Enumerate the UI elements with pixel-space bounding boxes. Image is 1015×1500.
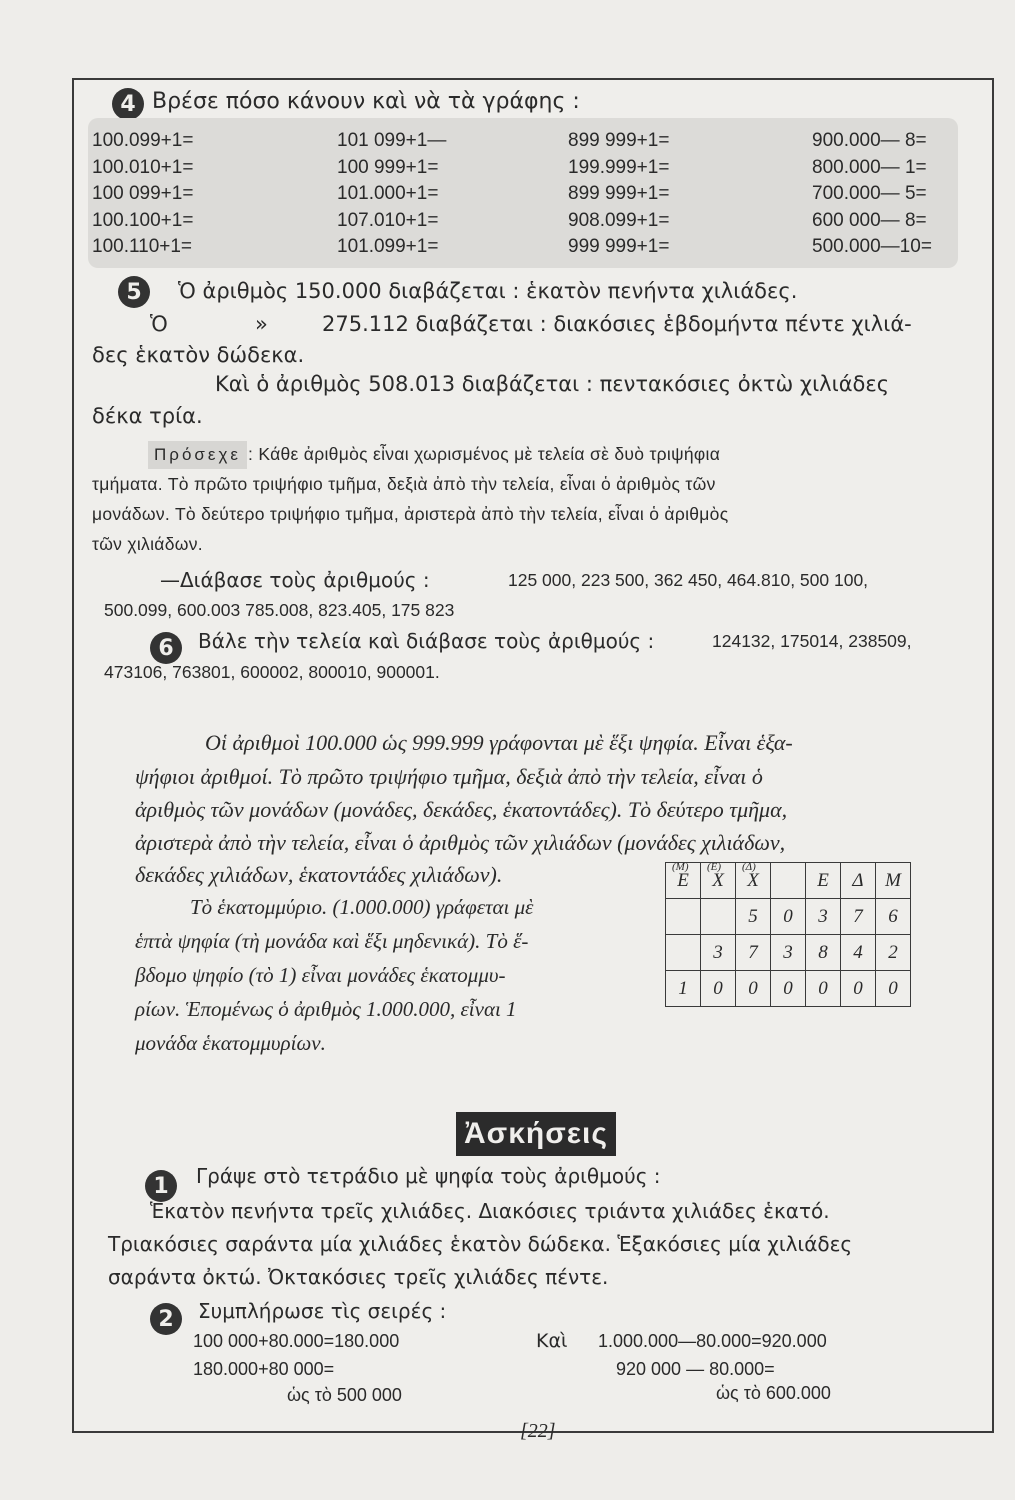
exercise-1-line-4: σαράντα ὀκτώ. Ὀκτακόσιες τρεῖς χιλιάδες πέντε. [108, 1265, 609, 1289]
table-header-cell: (E) X [701, 863, 736, 899]
note-line-1: : Κάθε ἀριθμὸς εἶναι χωρισμένος μὲ τελεία σὲ δυὸ τριψήφια [248, 444, 721, 464]
table-cell: 3 [701, 935, 736, 971]
read-numbers-instruction: —Διάβασε τοὺς ἀριθμούς : [160, 568, 430, 592]
series-right-1: 1.000.000—80.000=920.000 [598, 1331, 827, 1351]
table-header-cell: (Δ) X [736, 863, 771, 899]
table-cell: 0 [841, 971, 876, 1007]
theory-line-1: Οἱ ἀριθμοὶ 100.000 ὡς 999.999 γράφονται μὲ ἕξι ψηφία. Εἶναι ἑξα- [205, 730, 793, 755]
table-cell [666, 935, 701, 971]
section-4-instruction: Βρέσε πόσο κάνουν καὶ νὰ τὰ γράφης : [152, 89, 580, 114]
section-5-badge: 5 [118, 276, 150, 308]
sum-item: 500.000—10= [812, 236, 932, 257]
sum-item: 100.099+1= [92, 130, 194, 151]
table-cell: 8 [806, 935, 841, 971]
table-cell: 3 [806, 899, 841, 935]
sum-item: 908.099+1= [568, 209, 670, 231]
table-header-cell: E [806, 863, 841, 899]
section-5-line-1: Ὁ ἀριθμὸς 150.000 διαβάζεται : ἑκατὸν πενήντα χιλιάδες. [178, 279, 798, 303]
read-numbers-list-1: 125 000, 223 500, 362 450, 464.810, 500 100, [508, 570, 869, 590]
section-6-numbers-2: 473106, 763801, 600002, 800010, 900001. [104, 662, 440, 682]
section-5-line-2c: 275.112 διαβάζεται : διακόσιες ἑβδομήντα πέντε χιλιά- [322, 312, 912, 336]
sum-item: 900.000— 8= [812, 130, 927, 151]
page-number: [22] [520, 1420, 556, 1442]
series-left-1: 100 000+80.000=180.000 [193, 1331, 400, 1351]
sum-item: 999 999+1= [568, 236, 670, 257]
section-5-line-5: δέκα τρία. [92, 404, 203, 428]
section-6-badge: 6 [150, 632, 182, 664]
theory-line-3: ἀριθμὸς τῶν μονάδων (μονάδες, δεκάδες, ἑκατοντάδες). Τὸ δεύτερο τμῆμα, [135, 797, 788, 822]
sum-column-4 [812, 128, 932, 261]
series-kai: Καὶ [536, 1330, 568, 1352]
table-cell: 0 [876, 971, 911, 1007]
table-cell [701, 899, 736, 935]
table-header-cell: M [876, 863, 911, 899]
table-row [666, 899, 911, 935]
sum-item: 100.100+1= [92, 209, 194, 231]
million-line-1: Τὸ ἑκατομμύριο. (1.000.000) γράφεται μὲ [190, 895, 534, 919]
table-cell: 0 [771, 971, 806, 1007]
section-4-badge: 4 [112, 88, 144, 120]
exercise-2-badge: 2 [150, 1303, 182, 1335]
section-5-line-4: Καὶ ὁ ἀριθμὸς 508.013 διαβάζεται : πεντακόσιες ὀκτὼ χιλιάδες [215, 372, 890, 396]
million-line-4: ρίων. Ἑπομένως ὁ ἀριθμὸς 1.000.000, εἶναι 1 [135, 997, 517, 1021]
table-cell: 6 [876, 899, 911, 935]
note-line-2: τμήματα. Τὸ πρῶτο τριψήφιο τμῆμα, δεξιὰ ἀπὸ τὴν τελεία, εἶναι ὁ ἀριθμὸς τῶν [92, 474, 716, 494]
section-6-numbers-1: 124132, 175014, 238509, [712, 631, 912, 651]
sum-item: 800.000— 1= [812, 156, 927, 178]
sum-item: 199.999+1= [568, 156, 670, 178]
theory-line-2: ψήφιοι ἀριθμοί. Τὸ πρῶτο τριψήφιο τμῆμα, δεξιὰ ἀπὸ τὴν τελεία, εἶναι ὁ [135, 764, 763, 789]
table-cell: 0 [701, 971, 736, 1007]
table-cell: 7 [736, 935, 771, 971]
series-right-3: ὡς τὸ 600.000 [716, 1383, 831, 1403]
section-5-line-2b: » [255, 312, 268, 336]
section-5-line-3: δες ἑκατὸν δώδεκα. [92, 343, 305, 367]
sum-item: 101 099+1— [337, 130, 447, 151]
sum-item: 101.000+1= [337, 183, 439, 204]
table-cell: 0 [771, 899, 806, 935]
table-header-row [666, 863, 911, 899]
million-line-5: μονάδα ἑκατομμυρίων. [135, 1031, 326, 1055]
theory-line-5: δεκάδες χιλιάδων, ἑκατοντάδες χιλιάδων). [135, 862, 503, 887]
table-row [666, 935, 911, 971]
sum-item: 899 999+1= [568, 130, 670, 151]
note-line-3: μονάδων. Τὸ δεύτερο τριψήφιο τμῆμα, ἀριστερὰ ἀπὸ τὴν τελεία, εἶναι ὁ ἀριθμὸς [92, 504, 729, 524]
sum-item: 600 000— 8= [812, 209, 927, 231]
read-numbers-list-2: 500.099, 600.003 785.008, 823.405, 175 823 [104, 600, 455, 620]
table-row [666, 971, 911, 1007]
theory-line-4: ἀριστερὰ ἀπὸ τὴν τελεία, εἶναι ὁ ἀριθμὸς τῶν χιλιάδων (μονάδες χιλιάδων, [135, 830, 786, 855]
table-cell: 3 [771, 935, 806, 971]
table-cell: 0 [806, 971, 841, 1007]
sum-item: 101.099+1= [337, 236, 439, 257]
table-cell: 2 [876, 935, 911, 971]
note-label: Πρόσεχε [148, 441, 247, 469]
exercise-2-instruction: Συμπλήρωσε τὶς σειρές : [198, 1299, 447, 1323]
table-cell: 0 [736, 971, 771, 1007]
exercise-1-line-2: Ἑκατὸν πενήντα τρεῖς χιλιάδες. Διακόσιες τριάντα χιλιάδες ἑκατό. [150, 1199, 830, 1223]
exercise-1-badge: 1 [145, 1170, 177, 1202]
million-line-3: βδομο ψηφίο (τὸ 1) εἶναι μονάδες ἑκατομμυ- [135, 963, 506, 987]
table-cell: 1 [666, 971, 701, 1007]
sum-item: 107.010+1= [337, 209, 439, 231]
table-cell: 5 [736, 899, 771, 935]
sum-item: 899 999+1= [568, 183, 670, 204]
note-line-4: τῶν χιλιάδων. [92, 534, 203, 554]
series-left-3: ὡς τὸ 500 000 [287, 1385, 402, 1405]
sum-item: 100 999+1= [337, 156, 439, 178]
exercise-1-line-3: Τριακόσιες σαράντα μία χιλιάδες ἑκατὸν δώδεκα. Ἑξακόσιες μία χιλιάδες [108, 1232, 853, 1256]
sum-item: 700.000— 5= [812, 183, 927, 204]
exercises-title: Ἀσκήσεις [456, 1112, 616, 1156]
table-cell: 7 [841, 899, 876, 935]
series-right-2: 920 000 — 80.000= [616, 1359, 775, 1379]
million-line-2: ἑπτὰ ψηφία (τὴ μονάδα καὶ ἕξι μηδενικά). Τὸ ἕ- [135, 929, 529, 953]
table-header-cell: Δ [841, 863, 876, 899]
exercise-1-instruction: Γράψε στὸ τετράδιο μὲ ψηφία τοὺς ἀριθμούς : [196, 1164, 661, 1188]
sum-item: 100.110+1= [92, 236, 193, 257]
sum-column-3 [568, 128, 669, 261]
table-header-cell [771, 863, 806, 899]
table-cell: 4 [841, 935, 876, 971]
sum-column-2 [337, 128, 446, 261]
place-value-table [665, 862, 911, 1007]
sum-item: 100.010+1= [92, 156, 194, 178]
series-left-2: 180.000+80 000= [193, 1359, 335, 1379]
sum-item: 100 099+1= [92, 183, 194, 204]
sum-column-1 [92, 128, 193, 261]
table-cell [666, 899, 701, 935]
section-5-line-2a: Ὁ [150, 312, 168, 336]
table-header-cell: (M) E [666, 863, 701, 899]
section-6-instruction: Βάλε τὴν τελεία καὶ διάβασε τοὺς ἀριθμούς : [198, 629, 655, 653]
